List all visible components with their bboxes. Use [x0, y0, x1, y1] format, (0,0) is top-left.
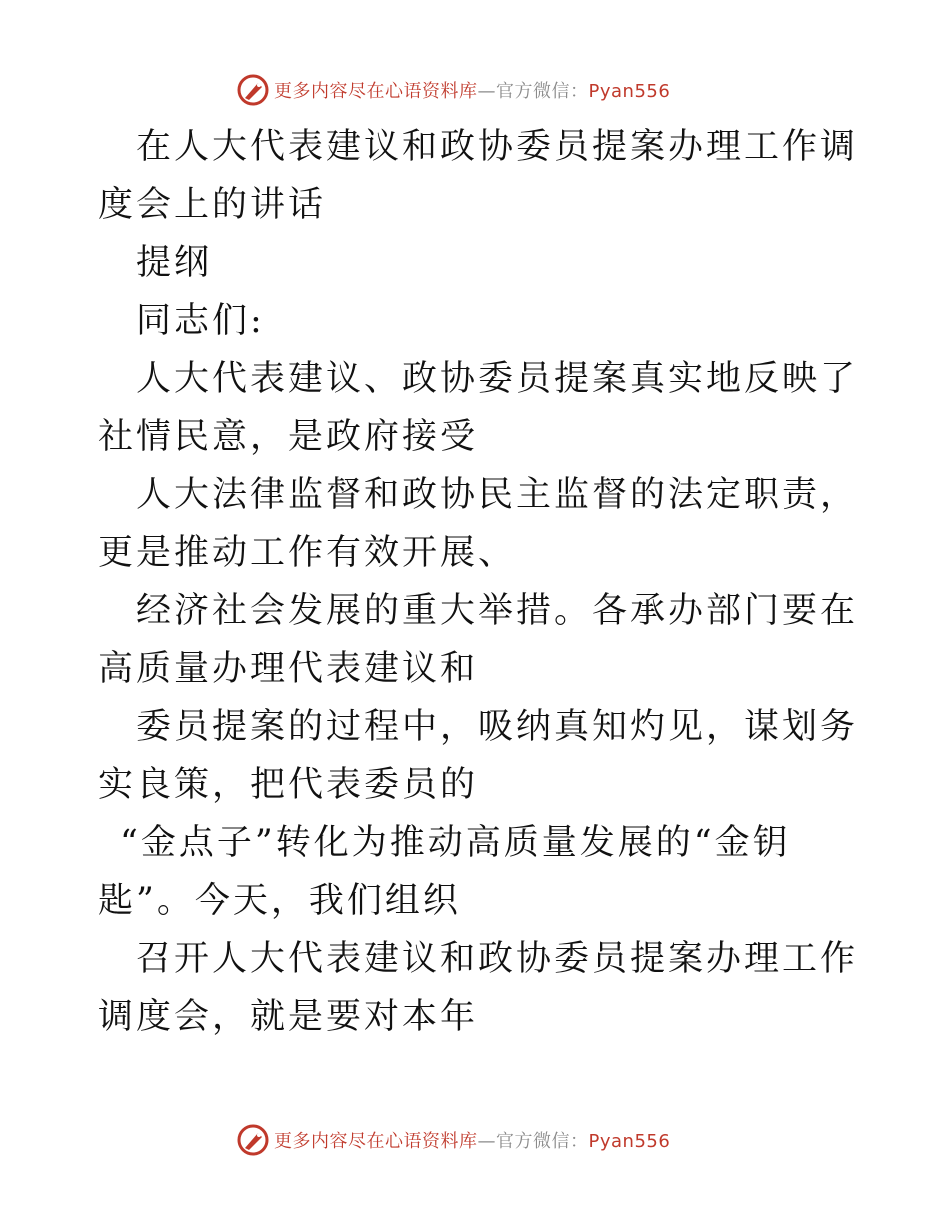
body-paragraph: “金点子”转化为推动高质量发展的“金钥匙”。今天，我们组织	[98, 823, 791, 921]
header-watermark-banner	[236, 73, 670, 107]
footer-banner-handle: Pyan556	[588, 1131, 671, 1152]
body-paragraph: 召开人大代表建议和政协委员提案办理工作调度会，就是要对本年	[98, 939, 859, 1037]
footer-banner-text	[274, 1127, 670, 1153]
header-banner-handle: Pyan556	[588, 81, 671, 102]
outline-label: 提纲	[136, 243, 213, 283]
body-paragraph: 经济社会发展的重大举措。各承办部门要在高质量办理代表建议和	[98, 591, 859, 689]
pen-logo-icon	[236, 1123, 270, 1157]
header-banner-dash: —	[477, 81, 496, 102]
pen-logo-icon	[236, 73, 270, 107]
document-body	[98, 118, 858, 1046]
footer-banner-dash: —	[477, 1131, 496, 1152]
header-banner-slogan: 更多内容尽在心语资料库	[274, 81, 478, 102]
header-banner-official: 官方微信：	[496, 81, 589, 102]
document-title: 在人大代表建议和政协委员提案办理工作调度会上的讲话	[98, 127, 859, 225]
footer-watermark-banner	[236, 1123, 670, 1157]
body-paragraph: 人大法律监督和政协民主监督的法定职责，更是推动工作有效开展、	[98, 475, 859, 573]
body-paragraph: 委员提案的过程中，吸纳真知灼见，谋划务实良策，把代表委员的	[98, 707, 859, 805]
footer-banner-slogan: 更多内容尽在心语资料库	[274, 1131, 478, 1152]
header-banner-text	[274, 77, 670, 103]
body-paragraph: 人大代表建议、政协委员提案真实地反映了社情民意，是政府接受	[98, 359, 859, 457]
salutation: 同志们:	[136, 301, 265, 341]
footer-banner-official: 官方微信：	[496, 1131, 589, 1152]
